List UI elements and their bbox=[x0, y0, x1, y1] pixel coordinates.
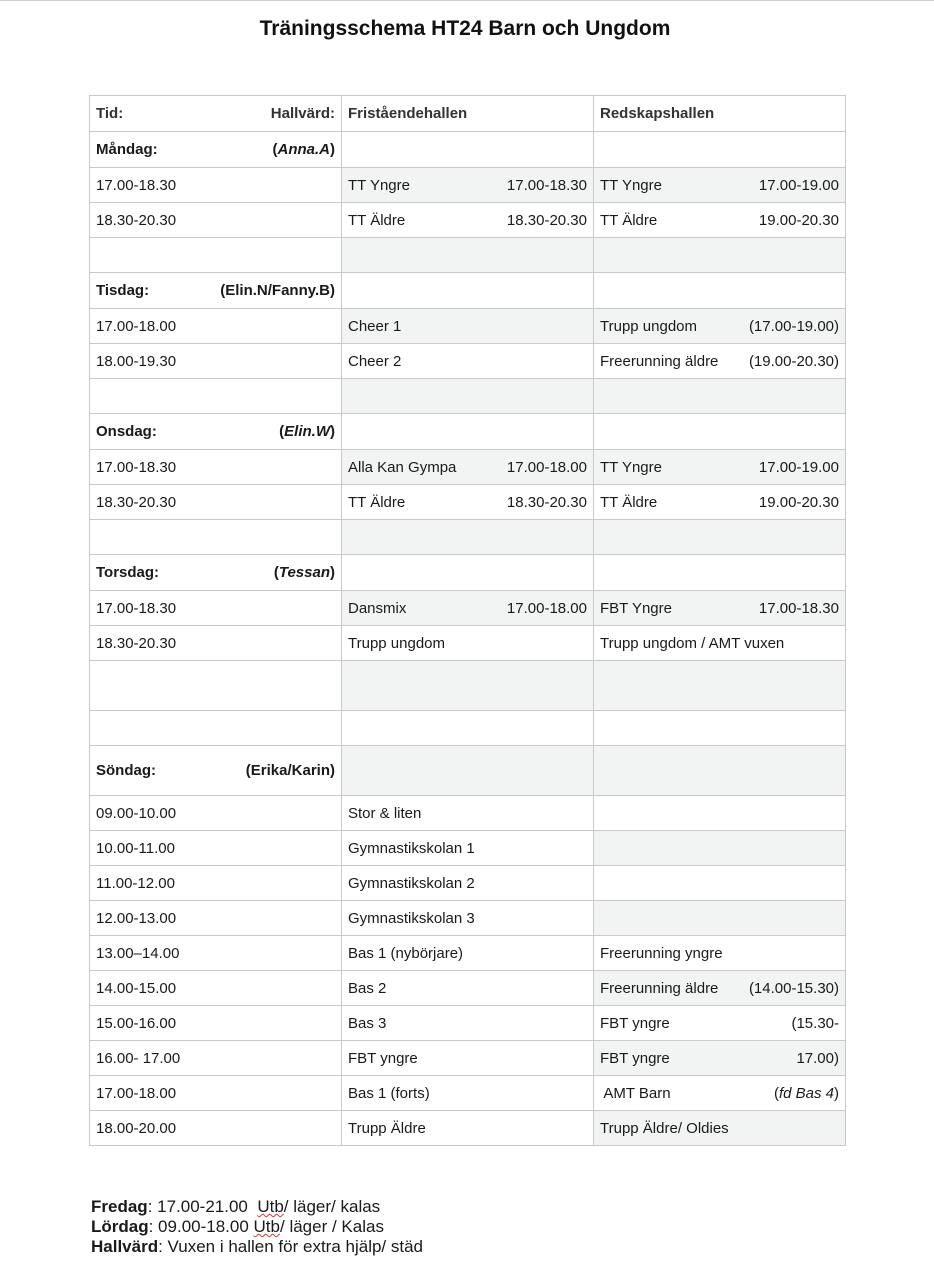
activity-time: 17.00-19.00 bbox=[758, 176, 839, 194]
table-row bbox=[90, 831, 846, 866]
day-host: (Elin.W) bbox=[279, 423, 335, 440]
header-hall1: Friståendehallen bbox=[342, 96, 594, 132]
activity: Bas 2 bbox=[342, 971, 594, 1006]
time-cell: 14.00-15.00 bbox=[90, 971, 342, 1006]
activity: TT Yngre bbox=[600, 458, 662, 476]
activity: TT Äldre bbox=[600, 493, 658, 511]
day-row-mandag bbox=[90, 132, 846, 168]
activity-time: 17.00-19.00 bbox=[758, 458, 839, 476]
activity: TT Äldre bbox=[348, 493, 406, 511]
activity: FBT Yngre bbox=[600, 599, 672, 617]
activity: TT Äldre bbox=[348, 211, 406, 229]
table-row bbox=[90, 1111, 846, 1146]
time-cell: 17.00-18.30 bbox=[90, 591, 342, 626]
table-row bbox=[90, 485, 846, 520]
activity: TT Äldre bbox=[600, 211, 658, 229]
activity: Trupp Äldre/ Oldies bbox=[594, 1111, 846, 1146]
spacer-row bbox=[90, 661, 846, 711]
day-row-sondag bbox=[90, 746, 846, 796]
activity: Freerunning äldre bbox=[600, 979, 719, 997]
time-cell: 10.00-11.00 bbox=[90, 831, 342, 866]
activity-time: 17.00-18.30 bbox=[758, 599, 839, 617]
activity: Gymnastikskolan 3 bbox=[342, 901, 594, 936]
activity: Trupp ungdom bbox=[600, 317, 698, 335]
table-row bbox=[90, 203, 846, 238]
activity: FBT yngre bbox=[600, 1014, 670, 1032]
header-row bbox=[90, 96, 846, 132]
activity: AMT Barn bbox=[600, 1084, 671, 1102]
activity: Gymnastikskolan 2 bbox=[342, 866, 594, 901]
page-top-rule bbox=[0, 0, 934, 1]
activity-time: 17.00-18.00 bbox=[506, 458, 587, 476]
table-row bbox=[90, 796, 846, 831]
day-name: Onsdag: bbox=[96, 423, 157, 440]
header-hall2: Redskapshallen bbox=[594, 96, 846, 132]
activity: Alla Kan Gympa bbox=[348, 458, 457, 476]
time-cell: 17.00-18.00 bbox=[90, 309, 342, 344]
table-row bbox=[90, 1041, 846, 1076]
day-name: Måndag: bbox=[96, 141, 158, 158]
time-cell: 18.30-20.30 bbox=[90, 626, 342, 661]
table-row bbox=[90, 901, 846, 936]
spacer-row bbox=[90, 520, 846, 555]
time-cell: 13.00–14.00 bbox=[90, 936, 342, 971]
activity-time: 17.00-18.00 bbox=[506, 599, 587, 617]
header-tid: Tid: bbox=[96, 105, 124, 122]
activity: Trupp ungdom / AMT vuxen bbox=[594, 626, 846, 661]
note-hallvard: Hallvärd: Vuxen i hallen för extra hjälp/ städ bbox=[91, 1237, 424, 1256]
time-cell: 16.00- 17.00 bbox=[90, 1041, 342, 1076]
footer-notes bbox=[91, 1197, 423, 1257]
activity-time: (17.00-19.00) bbox=[748, 317, 839, 335]
table-row bbox=[90, 344, 846, 379]
activity-time: 18.30-20.30 bbox=[506, 211, 587, 229]
table-row bbox=[90, 1076, 846, 1111]
day-name: Tisdag: bbox=[96, 282, 150, 299]
table-row bbox=[90, 626, 846, 661]
table-row bbox=[90, 971, 846, 1006]
activity-time: (14.00-15.30) bbox=[748, 979, 839, 997]
spacer-row bbox=[90, 238, 846, 273]
time-cell: 12.00-13.00 bbox=[90, 901, 342, 936]
day-row-torsdag bbox=[90, 555, 846, 591]
time-cell: 17.00-18.30 bbox=[90, 168, 342, 203]
time-cell: 18.00-20.00 bbox=[90, 1111, 342, 1146]
table-row bbox=[90, 168, 846, 203]
table-row bbox=[90, 591, 846, 626]
time-cell: 11.00-12.00 bbox=[90, 866, 342, 901]
time-cell: 17.00-18.00 bbox=[90, 1076, 342, 1111]
activity: Trupp ungdom bbox=[342, 626, 594, 661]
table-row bbox=[90, 309, 846, 344]
activity: Cheer 1 bbox=[342, 309, 594, 344]
activity: Gymnastikskolan 1 bbox=[342, 831, 594, 866]
activity: Stor & liten bbox=[342, 796, 594, 831]
table-row bbox=[90, 936, 846, 971]
activity: FBT yngre bbox=[600, 1049, 670, 1067]
day-host: (Anna.A) bbox=[272, 141, 335, 158]
spacer-row bbox=[90, 711, 846, 746]
time-cell: 09.00-10.00 bbox=[90, 796, 342, 831]
activity: Bas 3 bbox=[342, 1006, 594, 1041]
day-name: Söndag: bbox=[96, 762, 156, 779]
time-cell: 17.00-18.30 bbox=[90, 450, 342, 485]
table-row bbox=[90, 450, 846, 485]
table-row bbox=[90, 1006, 846, 1041]
activity: Freerunning äldre bbox=[600, 352, 719, 370]
day-row-tisdag bbox=[90, 273, 846, 309]
activity: FBT yngre bbox=[342, 1041, 594, 1076]
activity: Bas 1 (nybörjare) bbox=[342, 936, 594, 971]
activity-time: (15.30- bbox=[791, 1014, 839, 1032]
time-cell: 18.30-20.30 bbox=[90, 203, 342, 238]
activity-time: 19.00-20.30 bbox=[758, 493, 839, 511]
schedule-table bbox=[89, 95, 846, 1146]
activity-time: 17.00-18.30 bbox=[506, 176, 587, 194]
spacer-row bbox=[90, 379, 846, 414]
activity-time: (fd Bas 4) bbox=[773, 1084, 839, 1102]
activity-time: (19.00-20.30) bbox=[748, 352, 839, 370]
day-host: (Erika/Karin) bbox=[245, 762, 335, 779]
time-cell: 18.30-20.30 bbox=[90, 485, 342, 520]
activity: Freerunning yngre bbox=[594, 936, 846, 971]
activity: Cheer 2 bbox=[342, 344, 594, 379]
activity-time: 17.00) bbox=[796, 1049, 839, 1067]
header-hallvard: Hallvärd: bbox=[270, 105, 335, 122]
activity-time: 18.30-20.30 bbox=[506, 493, 587, 511]
page-title: Träningsschema HT24 Barn och Ungdom bbox=[259, 17, 671, 40]
day-row-onsdag bbox=[90, 414, 846, 450]
activity: TT Yngre bbox=[600, 176, 662, 194]
day-host: (Tessan) bbox=[273, 564, 335, 581]
activity: Bas 1 (forts) bbox=[342, 1076, 594, 1111]
activity: Trupp Äldre bbox=[342, 1111, 594, 1146]
activity: TT Yngre bbox=[348, 176, 410, 194]
day-name: Torsdag: bbox=[96, 564, 160, 581]
note-fredag: Fredag: 17.00-21.00 Utb/ läger/ kalas bbox=[91, 1197, 381, 1216]
activity: Dansmix bbox=[348, 599, 407, 617]
note-lordag: Lördag: 09.00-18.00 Utb/ läger / Kalas bbox=[91, 1217, 384, 1236]
activity-time: 19.00-20.30 bbox=[758, 211, 839, 229]
time-cell: 15.00-16.00 bbox=[90, 1006, 342, 1041]
time-cell: 18.00-19.30 bbox=[90, 344, 342, 379]
day-host: (Elin.N/Fanny.B) bbox=[220, 282, 335, 299]
table-row bbox=[90, 866, 846, 901]
